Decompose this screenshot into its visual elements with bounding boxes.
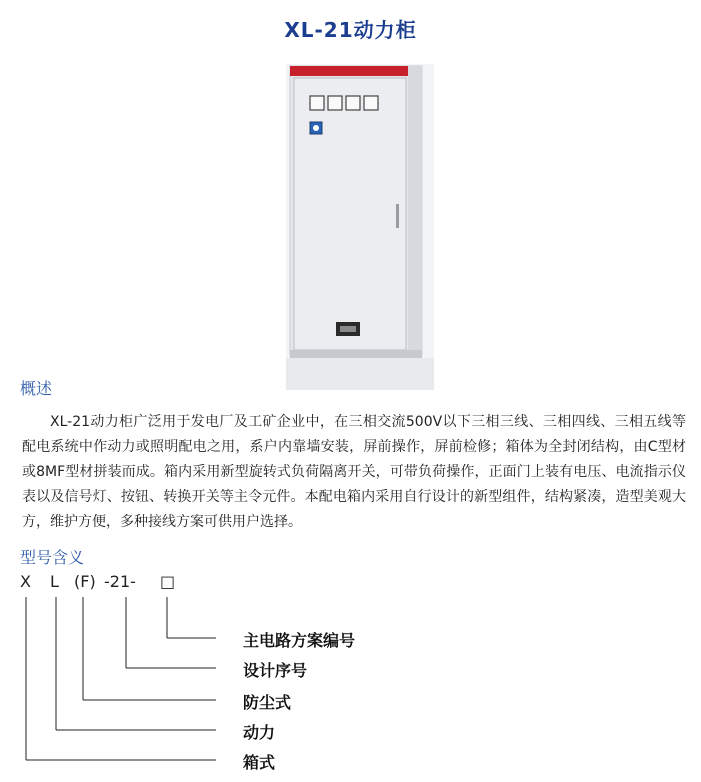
meaning-dustproof: 防尘式: [243, 693, 292, 712]
meaning-main-circuit: 主电路方案编号: [243, 631, 356, 650]
cabinet-top-strip: [290, 66, 408, 76]
overview-body: XL-21动力柜广泛用于发电厂及工矿企业中，在三相交流500V以下三相三线、三相四线、三相五线等配电系统中作动力或照明配电之用，系户内靠墙安装，屏前操作，屏前检修；箱体为全封闭结构，由C型材或8MF型材拼装而成。箱内采用新型旋转式负荷隔离开关，可带负荷操作，正面门上装有电压、电流指示仪表以及信号灯、按钮、转换开关等主令元件。本配电箱内采用自行设计的新型组件，结构紧凑，造型美观大方，维护方便，多种接线方案可供用户选择。: [22, 414, 686, 530]
model-code-box: □: [160, 572, 176, 591]
overview-heading: 概述: [20, 379, 53, 398]
model-code-21: -21-: [104, 572, 136, 591]
model-code-x: X: [20, 572, 31, 591]
model-meaning-heading: 型号含义: [20, 548, 85, 567]
meter-3: [346, 96, 360, 110]
page-title: XL-21动力柜: [284, 18, 417, 42]
cabinet-photo: [286, 64, 434, 390]
meaning-design-serial: 设计序号: [243, 661, 308, 680]
meaning-power: 动力: [243, 723, 276, 742]
model-code-f: (F): [74, 572, 96, 591]
door-handle: [396, 204, 399, 228]
meter-4: [364, 96, 378, 110]
meaning-box-type: 箱式: [243, 753, 276, 772]
meter-1: [310, 96, 324, 110]
model-code-l: L: [50, 572, 59, 591]
meter-2: [328, 96, 342, 110]
cabinet-door: [294, 78, 406, 350]
